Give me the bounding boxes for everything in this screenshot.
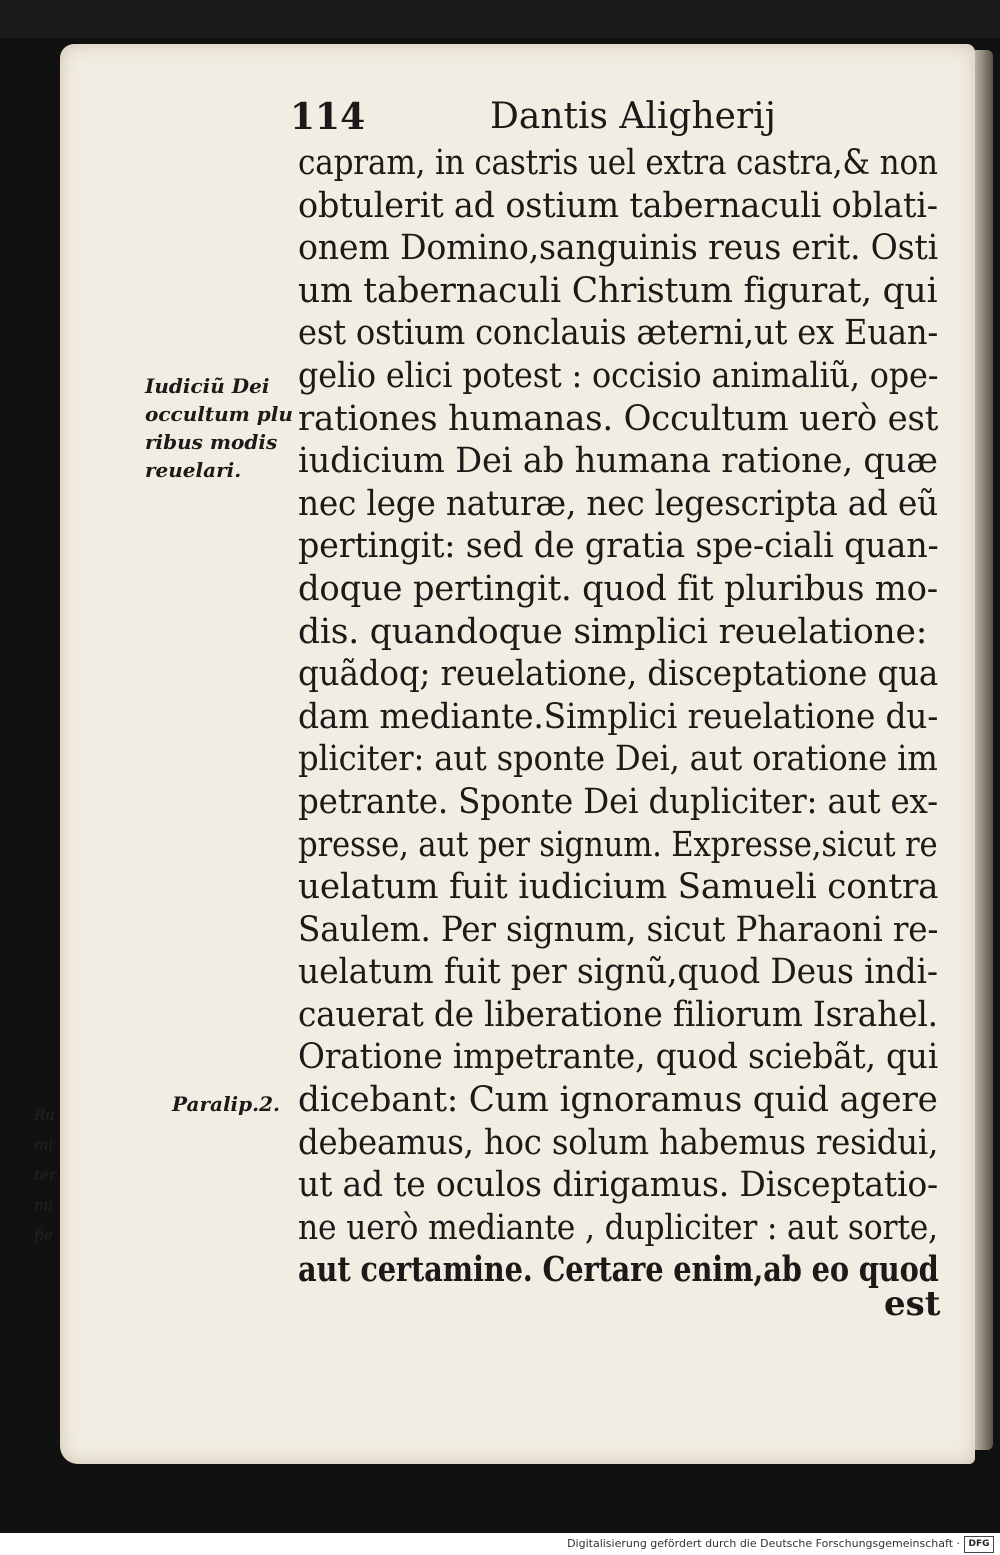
text-line: gelio elici potest : occisio animaliũ, ope- — [298, 355, 939, 396]
text-line: petrante. Sponte Dei dupliciter: aut ex- — [298, 781, 938, 822]
text-line: ut ad te oculos dirigamus. Disceptatio- — [298, 1165, 939, 1206]
text-line: pertingit: sed de gratia spe-ciali quan- — [298, 526, 939, 567]
margin-note-judicium — [145, 372, 293, 484]
margin-note-paralip — [172, 1090, 280, 1118]
margin-note-line: Paralip.2. — [172, 1092, 280, 1116]
text-line: um tabernaculi Christum figurat, qui — [298, 270, 938, 311]
text-line: dis. quandoque simplici reuelatione: — [298, 611, 928, 652]
margin-note-line: reuelari. — [145, 458, 242, 482]
footer — [0, 1533, 1000, 1555]
catchword: est — [884, 1284, 941, 1324]
funding-notice: Digitalisierung gefördert durch die Deutsche Forschungsgemeinschaft · — [567, 1537, 960, 1550]
text-line: cauerat de liberatione filiorum Israhel. — [298, 994, 938, 1035]
page-edge — [975, 50, 993, 1450]
text-line: debeamus, hoc solum habemus residui, — [298, 1122, 939, 1163]
text-line: pliciter: aut sponte Dei, aut oratione im — [298, 739, 938, 780]
text-line: capram, in castris uel extra castra,& non — [298, 143, 938, 183]
margin-note-line: Iudiciũ Dei — [145, 374, 270, 398]
bleed-line: mi — [34, 1136, 54, 1154]
text-line: nec lege naturæ, nec legescripta ad eũ — [298, 483, 939, 524]
text-line: aut certamine. Certare enim,ab eo quod — [298, 1250, 939, 1291]
running-head: Dantis Aligherij — [490, 96, 776, 137]
text-line: presse, aut per signum. Expresse,sicut re — [298, 824, 938, 865]
margin-note-line: ribus modis — [145, 430, 278, 454]
margin-note-line: occultum plu — [145, 402, 293, 426]
text-line: quãdoq; reuelatione, disceptatione qua — [298, 654, 939, 695]
bleed-line: ter — [34, 1166, 57, 1184]
text-line: ne uerò mediante , dupliciter : aut sorte, — [298, 1207, 938, 1248]
text-line: dicebant: Cum ignoramus quid agere — [298, 1080, 938, 1121]
text-line: doque pertingit. quod fit pluribus mo- — [298, 568, 938, 609]
text-line: uelatum fuit per signũ,quod Deus indi- — [298, 952, 938, 993]
bleed-line: Ru — [34, 1106, 55, 1124]
text-line: est ostium conclauis æterni,ut ex Euan- — [298, 313, 939, 354]
text-line: onem Domino,sanguinis reus erit. Osti — [298, 228, 939, 269]
bleed-line: fie — [34, 1226, 53, 1244]
bleed-through-text — [34, 1100, 64, 1250]
page-header — [290, 96, 930, 146]
text-line: uelatum fuit iudicium Samueli contra — [298, 867, 939, 908]
dfg-logo-icon: DFG — [964, 1536, 994, 1553]
text-line: Saulem. Per signum, sicut Pharaoni re- — [298, 909, 939, 950]
bleed-line: mi — [34, 1196, 54, 1214]
text-line: rationes humanas. Occultum uerò est — [298, 398, 939, 439]
body-text — [298, 142, 938, 1292]
scan-top-edge — [0, 0, 1000, 38]
folio-number: 114 — [290, 96, 366, 138]
text-line: iudicium Dei ab humana ratione, quæ — [298, 441, 938, 482]
text-line: Oratione impetrante, quod sciebãt, qui — [298, 1037, 939, 1078]
text-line: dam mediante.Simplici reuelatione du- — [298, 696, 939, 737]
text-line: obtulerit ad ostium tabernaculi oblati- — [298, 185, 938, 226]
